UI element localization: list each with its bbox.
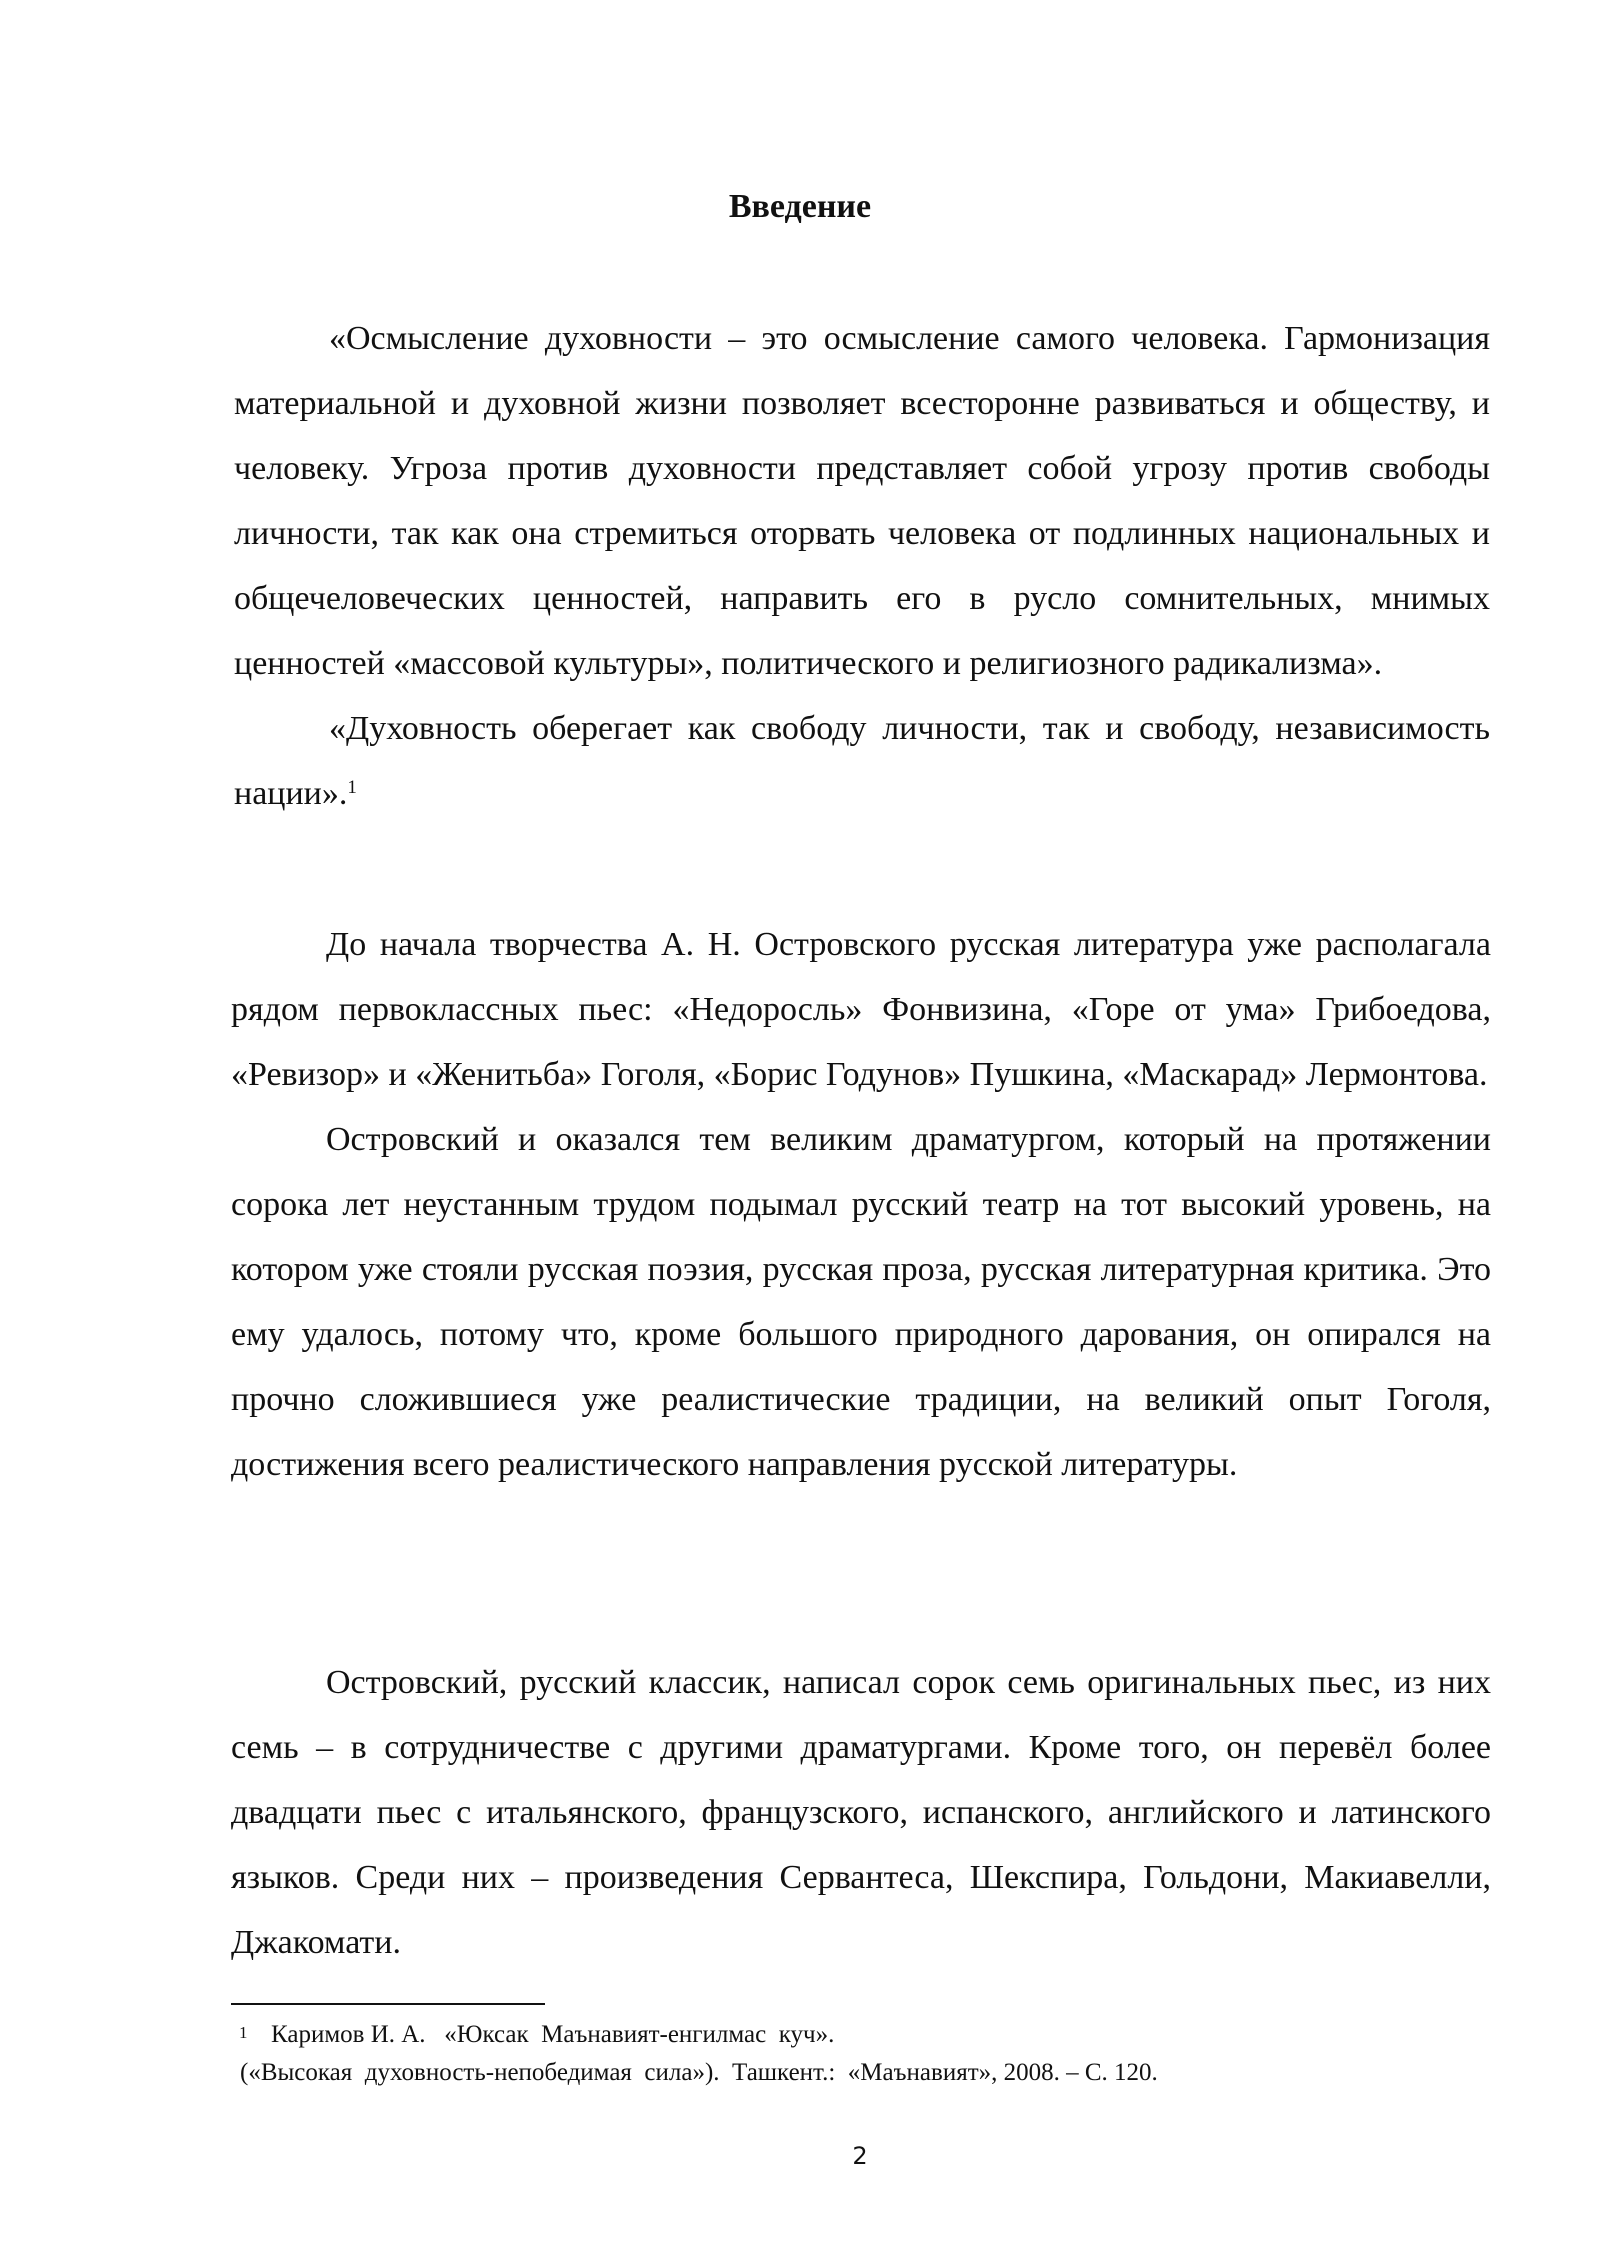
footnote-reference[interactable]: 1 xyxy=(347,777,357,798)
page-title: Введение xyxy=(728,188,872,225)
body-section-1 xyxy=(231,912,1491,1497)
footnote-divider xyxy=(231,2003,545,2005)
page-number: 2 xyxy=(852,2142,868,2170)
epigraph-paragraph-1: «Осмысление духовности – это осмысление самого человека. Гармонизация материальной и духовной жизни позволяет всесторонне развиваться и обществу, и человеку. Угроза против духовности представляет собой угрозу против свободы личности, так как она стремиться оторвать человека от подлинных национальных и общечеловеческих ценностей, направить его в русло сомнительных, мнимых ценностей «массовой культуры», политического и религиозного радикализма». xyxy=(234,320,1490,682)
body-paragraph-1: До начала творчества А. Н. Островского русская литература уже располагала рядом первоклассных пьес: «Недоросль» Фонвизина, «Горе от ума» Грибоедова, «Ревизор» и «Женитьба» Гоголя, «Борис Годунов» Пушкина, «Маскарад» Лермонтова. xyxy=(231,926,1491,1093)
footnote-text-1: Каримов И. А. «Юксак Маънавият-енгилмас куч». xyxy=(271,2021,835,2048)
body-paragraph-3: Островский, русский классик, написал сорок семь оригинальных пьес, из них семь – в сотрудничестве с другими драматургами. Кроме того, он перевёл более двадцати пьес с итальянского, французского, испанского, английского и латинского языков. Среди них – произведения Сервантеса, Шекспира, Гольдони, Макиавелли, Джакомати. xyxy=(231,1664,1491,1961)
footnote-line-1 xyxy=(231,2016,1491,2054)
footnote-line-2: («Высокая духовность-непобедимая сила»). Ташкент.: «Маънавият», 2008. – С. 120. xyxy=(240,2059,1158,2086)
body-paragraph-2: Островский и оказался тем великим драматургом, который на протяжении сорока лет неустанным трудом подымал русский театр на тот высокий уровень, на котором уже стояли русская поэзия, русская проза, русская литературная критика. Это ему удалось, потому что, кроме большого природного дарования, он опирался на прочно сложившиеся уже реалистические традиции, на великий опыт Гоголя, достижения всего реалистического направления русской литературы. xyxy=(231,1121,1491,1483)
epigraph-paragraph-2 xyxy=(234,696,1490,826)
footnote-number: 1 xyxy=(239,2023,248,2042)
body-section-2 xyxy=(231,1650,1491,1975)
epigraph-paragraph-2-text: «Духовность оберегает как свободу личности, так и свободу, независимость нации». xyxy=(234,710,1490,812)
epigraph xyxy=(234,306,1490,826)
